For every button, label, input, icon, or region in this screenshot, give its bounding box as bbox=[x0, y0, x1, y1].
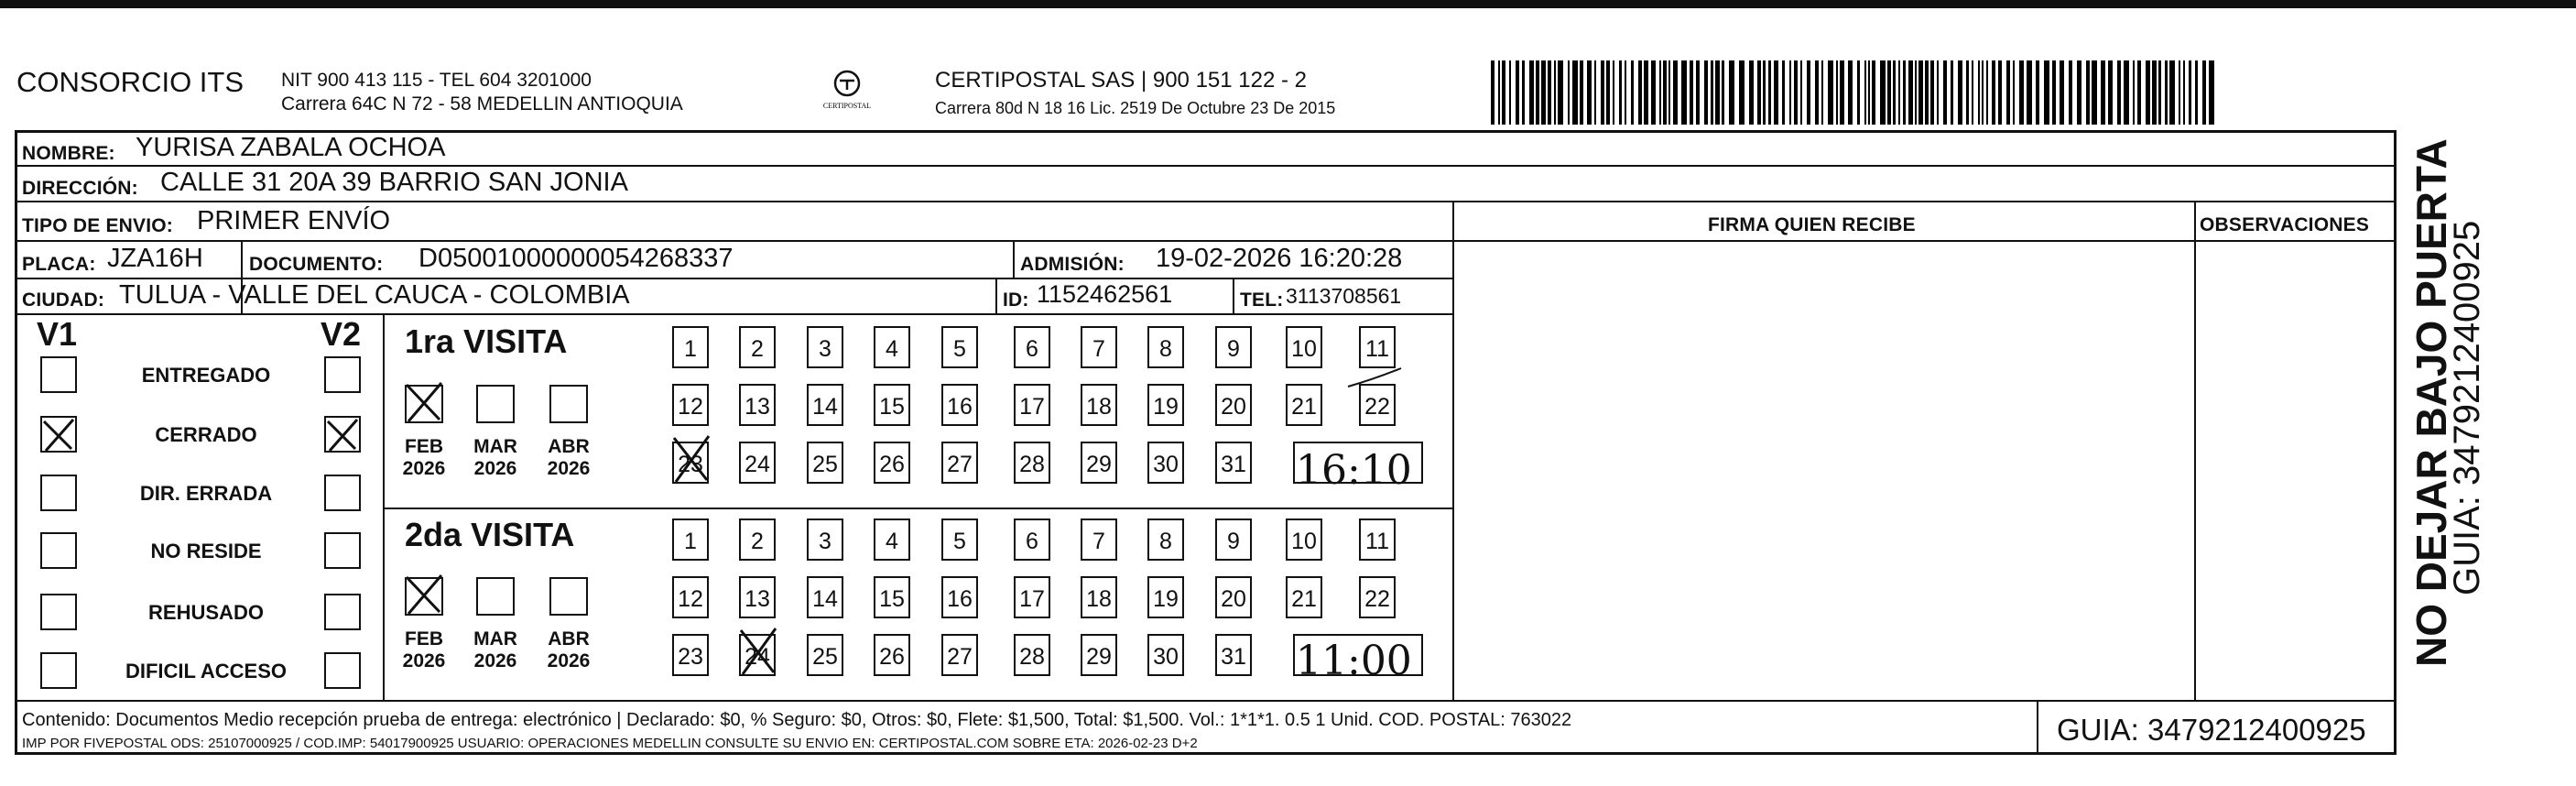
second-visit-day-box[interactable]: 23 bbox=[672, 634, 709, 676]
first-visit-day-box[interactable]: 31 bbox=[1215, 442, 1252, 484]
month-label: MAR bbox=[473, 436, 517, 457]
col-divider bbox=[995, 278, 997, 313]
footer-imp: IMP POR FIVEPOSTAL ODS: 25107000925 / COD.IMP: 54017900925 USUARIO: OPERACIONES MEDELLIN CONSULTE SU ENVIO EN: CERTIPOSTAL.COM SOBRE ETA: 2026-02-23 D+2 bbox=[22, 736, 1198, 751]
first-visit-day-box[interactable]: 16 bbox=[941, 384, 978, 426]
barcode bbox=[1491, 60, 2214, 125]
first-visit-time-box bbox=[1293, 442, 1423, 484]
second-visit-day-box[interactable]: 15 bbox=[874, 576, 910, 618]
second-visit-day-box[interactable]: 24 bbox=[739, 634, 776, 676]
second-visit-day-box[interactable]: 14 bbox=[807, 576, 843, 618]
month-checkbox[interactable] bbox=[476, 385, 515, 423]
month-label: ABR bbox=[548, 436, 590, 457]
first-visit-day-box[interactable]: 21 bbox=[1286, 384, 1322, 426]
col-divider bbox=[1013, 240, 1015, 278]
v1-header: V1 bbox=[37, 315, 78, 353]
status-label: REHUSADO bbox=[148, 601, 264, 624]
month-checkbox[interactable] bbox=[476, 577, 515, 616]
status-label: DIFICIL ACCESO bbox=[125, 660, 287, 682]
nit-line: NIT 900 413 115 - TEL 604 3201000 bbox=[281, 70, 592, 91]
v2-checkbox[interactable] bbox=[324, 356, 361, 393]
first-visit-day-box[interactable]: 11 bbox=[1359, 326, 1396, 368]
col-divider bbox=[2037, 700, 2038, 755]
second-visit-time: 11:00 bbox=[1296, 638, 1412, 684]
v2-checkbox[interactable] bbox=[324, 594, 361, 630]
col-divider bbox=[2194, 201, 2196, 700]
second-visit-day-box[interactable]: 5 bbox=[941, 519, 978, 561]
v1-check-mark bbox=[40, 416, 77, 453]
company-address: Carrera 64C N 72 - 58 MEDELLIN ANTIOQUIA bbox=[281, 93, 683, 115]
month-year: 2026 bbox=[402, 458, 446, 479]
col-divider bbox=[383, 313, 385, 700]
first-visit-day-box[interactable]: 30 bbox=[1147, 442, 1184, 484]
header-underline bbox=[1452, 240, 2397, 242]
firma-header: FIRMA QUIEN RECIBE bbox=[1708, 214, 1916, 235]
month-check-mark bbox=[403, 572, 445, 616]
side-guia: GUIA: 3479212400925 bbox=[2447, 220, 2487, 595]
observaciones-header: OBSERVACIONES bbox=[2200, 214, 2370, 235]
id-value: 1152462561 bbox=[1037, 280, 1173, 308]
admision-value: 19-02-2026 16:20:28 bbox=[1156, 244, 1403, 273]
month-label: FEB bbox=[405, 436, 443, 457]
first-visit-day-box[interactable]: 17 bbox=[1014, 384, 1050, 426]
first-visit-day-box[interactable]: 18 bbox=[1081, 384, 1117, 426]
second-visit-day-box[interactable]: 20 bbox=[1215, 576, 1252, 618]
first-visit-day-box[interactable]: 26 bbox=[874, 442, 910, 484]
second-visit-day-box[interactable]: 25 bbox=[807, 634, 843, 676]
footer-contenido: Contenido: Documentos Medio recepción prueba de entrega: electrónico | Declarado: $0, % Seguro: $0, Otros: $0, Flete: $1,500, Total: $1,500. Vol.: 1*1*1. 0.5 1 Unid. COD. POSTAL: 763022 bbox=[22, 710, 1572, 730]
first-visit-day-box[interactable]: 8 bbox=[1147, 326, 1184, 368]
first-visit-day-box[interactable]: 12 bbox=[672, 384, 709, 426]
second-visit-day-box[interactable]: 31 bbox=[1215, 634, 1252, 676]
nombre-value: YURISA ZABALA OCHOA bbox=[136, 133, 446, 162]
carrier-address: Carrera 80d N 18 16 Lic. 2519 De Octubre 23 De 2015 bbox=[935, 99, 1336, 117]
month-checkbox[interactable] bbox=[549, 385, 588, 423]
v2-checkbox[interactable] bbox=[324, 532, 361, 569]
v1-checkbox[interactable] bbox=[40, 475, 77, 511]
footer-guia: GUIA: 3479212400925 bbox=[2057, 713, 2366, 747]
second-visit-day-box[interactable]: 10 bbox=[1286, 519, 1322, 561]
logo-text: CERTIPOSTAL bbox=[822, 102, 872, 110]
row-divider bbox=[15, 278, 1452, 279]
tipo-envio-label: TIPO DE ENVIO: bbox=[22, 215, 173, 236]
row-divider bbox=[15, 240, 1452, 242]
first-visit-day-box[interactable]: 24 bbox=[739, 442, 776, 484]
col-divider bbox=[1452, 201, 1454, 700]
direccion-label: DIRECCIÓN: bbox=[22, 178, 138, 199]
first-visit-day-box[interactable]: 10 bbox=[1286, 326, 1322, 368]
second-visit-day-box[interactable]: 12 bbox=[672, 576, 709, 618]
tel-label: TEL: bbox=[1240, 289, 1284, 311]
month-year: 2026 bbox=[547, 650, 591, 671]
second-visit-day-box[interactable]: 22 bbox=[1359, 576, 1396, 618]
second-visit-day-box[interactable]: 26 bbox=[874, 634, 910, 676]
first-visit-day-box[interactable]: 27 bbox=[941, 442, 978, 484]
side-warning: NO DEJAR BAJO PUERTA bbox=[2408, 138, 2455, 667]
second-visit-day-box[interactable]: 18 bbox=[1081, 576, 1117, 618]
direccion-value: CALLE 31 20A 39 BARRIO SAN JONIA bbox=[160, 168, 628, 197]
first-visit-time: 16:10 bbox=[1296, 447, 1412, 494]
second-visit-day-box[interactable]: 7 bbox=[1081, 519, 1117, 561]
certipostal-logo bbox=[820, 68, 875, 114]
first-visit-day-box[interactable]: 7 bbox=[1081, 326, 1117, 368]
second-visit-day-box[interactable]: 11 bbox=[1359, 519, 1396, 561]
second-visit-day-box[interactable]: 9 bbox=[1215, 519, 1252, 561]
status-label: CERRADO bbox=[155, 423, 257, 446]
second-visit-day-box[interactable]: 17 bbox=[1014, 576, 1050, 618]
id-label: ID: bbox=[1003, 289, 1029, 311]
first-visit-day-box[interactable]: 6 bbox=[1014, 326, 1050, 368]
second-visit-day-box[interactable]: 2 bbox=[739, 519, 776, 561]
second-visit-time-box bbox=[1293, 634, 1423, 676]
second-visit-day-box[interactable]: 30 bbox=[1147, 634, 1184, 676]
first-visit-day-box[interactable]: 29 bbox=[1081, 442, 1117, 484]
second-visit-day-box[interactable]: 28 bbox=[1014, 634, 1050, 676]
month-label: FEB bbox=[405, 628, 443, 650]
first-visit-day-box[interactable]: 14 bbox=[807, 384, 843, 426]
first-visit-day-box[interactable]: 28 bbox=[1014, 442, 1050, 484]
first-visit-day-box[interactable]: 22 bbox=[1359, 384, 1396, 426]
col-divider bbox=[241, 240, 243, 278]
second-visit-day-box[interactable]: 29 bbox=[1081, 634, 1117, 676]
company-name: CONSORCIO ITS bbox=[16, 66, 245, 98]
v1-checkbox[interactable] bbox=[40, 594, 77, 630]
month-year: 2026 bbox=[402, 650, 446, 671]
second-visit-day-box[interactable]: 21 bbox=[1286, 576, 1322, 618]
first-visit-title: 1ra VISITA bbox=[405, 322, 568, 360]
visit-divider bbox=[385, 508, 1452, 509]
first-visit-day-box[interactable]: 1 bbox=[672, 326, 709, 368]
first-visit-day-box[interactable]: 19 bbox=[1147, 384, 1184, 426]
second-visit-day-box[interactable]: 3 bbox=[807, 519, 843, 561]
ciudad-label: CIUDAD: bbox=[22, 289, 105, 311]
status-label: DIR. ERRADA bbox=[139, 482, 273, 505]
month-label: MAR bbox=[473, 628, 517, 650]
status-label: NO RESIDE bbox=[150, 540, 262, 562]
second-visit-day-box[interactable]: 19 bbox=[1147, 576, 1184, 618]
second-visit-day-box[interactable]: 1 bbox=[672, 519, 709, 561]
month-year: 2026 bbox=[547, 458, 591, 479]
row-divider bbox=[15, 165, 2397, 167]
v1-checkbox[interactable] bbox=[40, 652, 77, 689]
first-visit-day-box[interactable]: 2 bbox=[739, 326, 776, 368]
second-visit-day-box[interactable]: 13 bbox=[739, 576, 776, 618]
second-visit-title: 2da VISITA bbox=[405, 516, 575, 553]
first-visit-day-box[interactable]: 15 bbox=[874, 384, 910, 426]
tel-value: 3113708561 bbox=[1286, 284, 1402, 308]
month-checkbox[interactable] bbox=[549, 577, 588, 616]
v2-checkbox[interactable] bbox=[324, 652, 361, 689]
v2-check-mark bbox=[324, 416, 361, 453]
status-label: ENTREGADO bbox=[141, 364, 271, 387]
nombre-label: NOMBRE: bbox=[22, 143, 115, 164]
month-check-mark bbox=[403, 379, 445, 423]
v1-checkbox[interactable] bbox=[40, 532, 77, 569]
row-divider bbox=[15, 313, 1452, 315]
documento-value: D05001000000054268337 bbox=[418, 244, 734, 273]
first-visit-day-box[interactable]: 23 bbox=[672, 442, 709, 484]
v2-checkbox[interactable] bbox=[324, 475, 361, 511]
second-visit-day-box[interactable]: 6 bbox=[1014, 519, 1050, 561]
v1-checkbox[interactable] bbox=[40, 356, 77, 393]
month-label: ABR bbox=[548, 628, 590, 650]
row-divider bbox=[15, 201, 2397, 202]
second-visit-day-box[interactable]: 4 bbox=[874, 519, 910, 561]
top-border bbox=[0, 0, 2576, 8]
first-visit-day-box[interactable]: 25 bbox=[807, 442, 843, 484]
tipo-envio-value: PRIMER ENVÍO bbox=[197, 206, 391, 235]
first-visit-day-mark bbox=[670, 432, 712, 484]
second-visit-day-box[interactable]: 16 bbox=[941, 576, 978, 618]
carrier-line: CERTIPOSTAL SAS | 900 151 122 - 2 bbox=[935, 68, 1307, 93]
second-visit-day-mark bbox=[737, 625, 779, 676]
first-visit-day-box[interactable]: 13 bbox=[739, 384, 776, 426]
second-visit-day-box[interactable]: 27 bbox=[941, 634, 978, 676]
first-visit-day-box[interactable]: 9 bbox=[1215, 326, 1252, 368]
v2-header: V2 bbox=[321, 315, 362, 353]
first-visit-day-box[interactable]: 5 bbox=[941, 326, 978, 368]
admision-label: ADMISIÓN: bbox=[1020, 254, 1125, 275]
col-divider bbox=[1233, 278, 1234, 313]
ciudad-value: TULUA - VALLE DEL CAUCA - COLOMBIA bbox=[119, 280, 630, 310]
first-visit-day-box[interactable]: 3 bbox=[807, 326, 843, 368]
placa-label: PLACA: bbox=[22, 254, 96, 275]
documento-label: DOCUMENTO: bbox=[249, 254, 384, 275]
first-visit-day-box[interactable]: 4 bbox=[874, 326, 910, 368]
month-year: 2026 bbox=[473, 650, 517, 671]
second-visit-day-box[interactable]: 8 bbox=[1147, 519, 1184, 561]
month-year: 2026 bbox=[473, 458, 517, 479]
placa-value: JZA16H bbox=[107, 244, 203, 273]
first-visit-day-box[interactable]: 20 bbox=[1215, 384, 1252, 426]
footer-divider bbox=[15, 700, 2397, 702]
